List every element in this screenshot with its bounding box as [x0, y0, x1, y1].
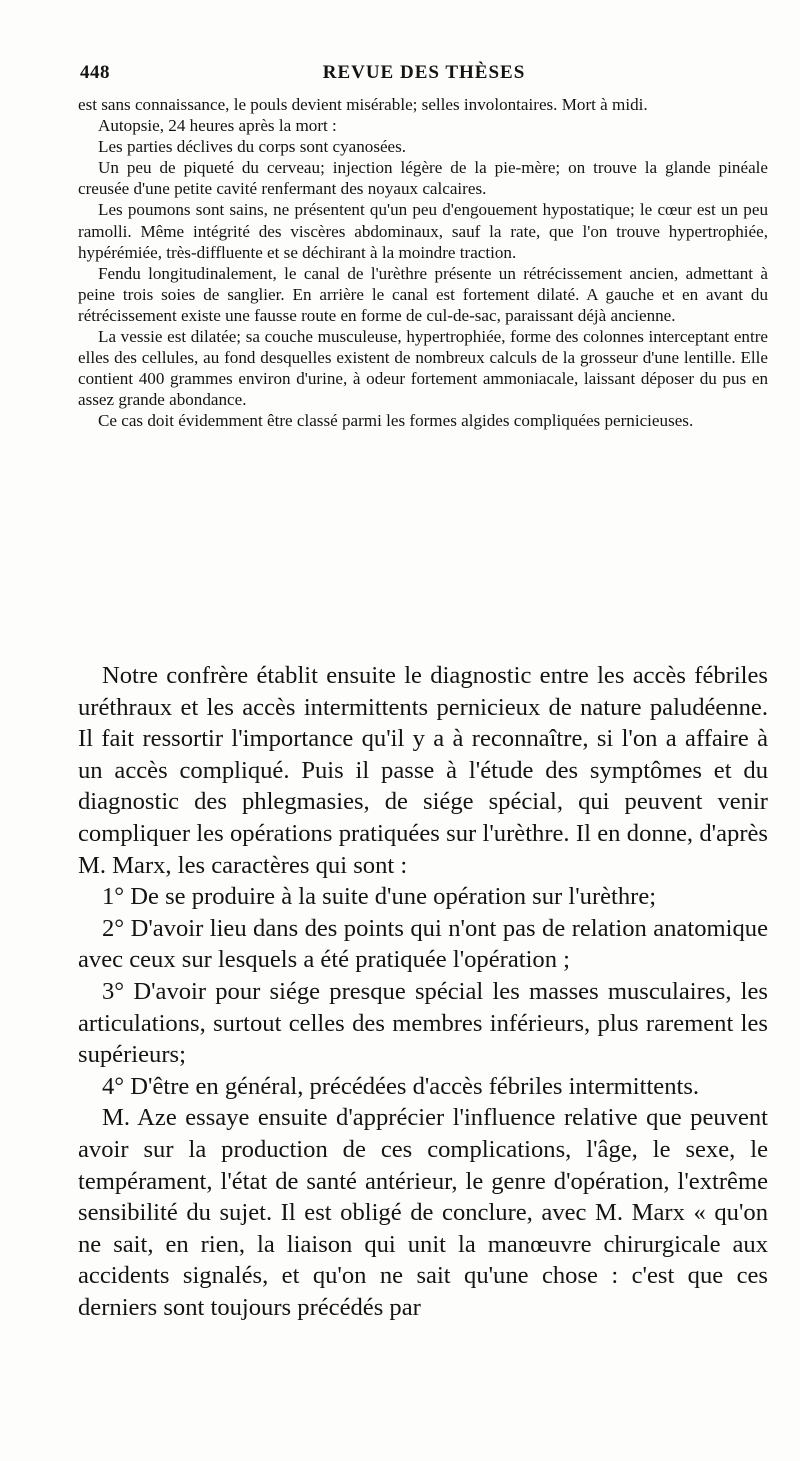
case-paragraph: Fendu longitudinalement, le canal de l'urèthre présente un rétrécissement ancien, admettant à peine trois soies de sanglier. En arrière le canal est fortement dilaté. A gauche et en avant du rétrécissement existe une fausse route en forme de cul-de-sac, paraissant déjà ancienne. [78, 263, 768, 325]
list-item: 2° D'avoir lieu dans des points qui n'ont pas de relation anatomique avec ceux sur lesquels a été pratiquée l'opération ; [78, 914, 768, 974]
case-paragraph: Les poumons sont sains, ne présentent qu'un peu d'engouement hypostatique; le cœur est un peu ramolli. Même intégrité des viscères abdominaux, sauf la rate, que l'on trouve hypertrophiée, hypérémiée, très-diffluente et se déchirant à la moindre traction. [78, 200, 768, 262]
case-paragraph: Les parties déclives du corps sont cyanosées. [98, 137, 407, 157]
list-item: 1° De se produire à la suite d'une opération sur l'urèthre; [102, 883, 657, 911]
body-paragraph: Notre confrère établit ensuite le diagnostic entre les accès fébriles uréthraux et les accès intermittents pernicieux de nature paludéenne. Il fait ressortir l'importance qu'il y a à reconnaître, si l'on a affaire à un accès compliqué. Puis il passe à l'étude des symptômes et du diagnostic des phlegmasies, de siége spécial, qui peuvent venir compliquer les opérations pratiquées sur l'urèthre. Il en donne, d'après M. Marx, les caractères qui sont : [78, 662, 768, 879]
list-item: 4° D'être en général, précédées d'accès fébriles intermittents. [102, 1072, 700, 1100]
running-title: REVUE DES THÈSES [322, 62, 526, 83]
main-text [78, 660, 768, 1323]
case-paragraph: Autopsie, 24 heures après la mort : [98, 116, 337, 136]
body-paragraph: M. Aze essaye ensuite d'apprécier l'influence relative que peuvent avoir sur la production de ces complications, l'âge, le sexe, le tempérament, l'état de santé antérieur, le genre d'opération, l'extrême sensibilité du sujet. Il est obligé de conclure, avec M. Marx « qu'on ne sait, en rien, la liaison qui unit la manœuvre chirurgicale aux accidents signalés, et qu'on ne sait qu'une chose : c'est que ces derniers sont toujours précédés par [78, 1104, 768, 1321]
case-paragraph: La vessie est dilatée; sa couche musculeuse, hypertrophiée, forme des colonnes interceptant entre elles des cellules, au fond desquelles existent de nombreux calculs de la grosseur d'une lentille. Elle contient 400 grammes environ d'urine, à odeur fortement ammoniacale, laissant déposer du pus en assez grande abondance. [78, 327, 768, 410]
case-paragraph: Ce cas doit évidemment être classé parmi les formes algides compliquées pernicieuses. [98, 411, 694, 431]
case-paragraph: Un peu de piqueté du cerveau; injection légère de la pie-mère; on trouve la glande pinéale creusée d'une petite cavité renfermant des noyaux calcaires. [78, 158, 768, 199]
list-item: 3° D'avoir pour siége presque spécial les masses musculaires, les articulations, surtout celles des membres inférieurs, plus rarement les supérieurs; [78, 977, 768, 1069]
case-paragraph: est sans connaissance, le pouls devient misérable; selles involontaires. Mort à midi. [78, 95, 648, 114]
case-report [78, 94, 768, 432]
page-header [80, 62, 768, 88]
page-number: 448 [80, 62, 110, 83]
